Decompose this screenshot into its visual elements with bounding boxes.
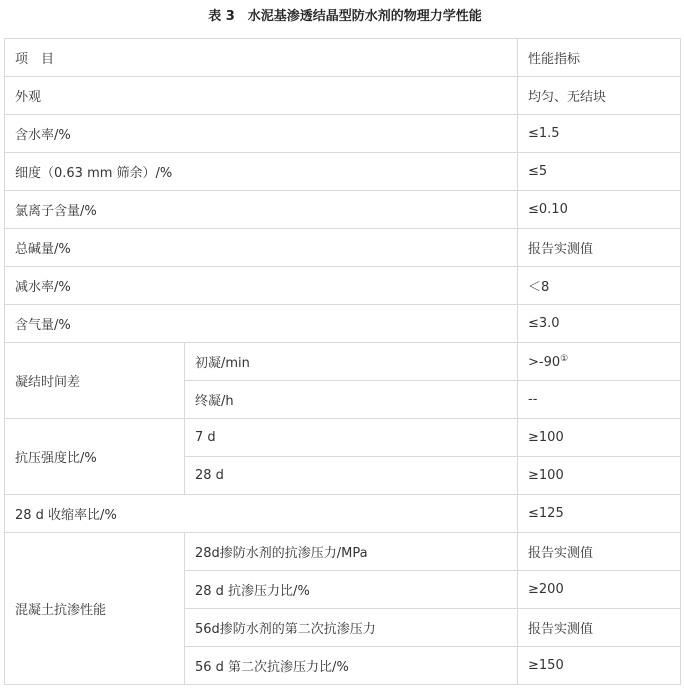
table-row <box>5 191 681 229</box>
table-row <box>5 229 681 267</box>
table-row <box>5 77 681 115</box>
row-label: 氯离子含量/% <box>5 191 518 229</box>
row-value: ≤3.0 <box>518 305 681 343</box>
row-label: 减水率/% <box>5 267 518 305</box>
row-value: ≥150 <box>518 647 681 685</box>
row-value: 均匀、无结块 <box>518 77 681 115</box>
sub-label: 初凝/min <box>185 343 518 381</box>
row-value: ≤0.10 <box>518 191 681 229</box>
row-value: ≤125 <box>518 495 681 533</box>
table-row <box>5 115 681 153</box>
row-value: -- <box>518 381 681 419</box>
row-value: ≥100 <box>518 457 681 495</box>
sub-label: 28 d 抗渗压力比/% <box>185 571 518 609</box>
sub-label: 56d掺防水剂的第二次抗渗压力 <box>185 609 518 647</box>
row-label: 28 d 收缩率比/% <box>5 495 518 533</box>
row-value: 报告实测值 <box>518 229 681 267</box>
table-row <box>5 343 681 381</box>
sub-label: 28d掺防水剂的抗渗压力/MPa <box>185 533 518 571</box>
row-value: ＜8 <box>518 267 681 305</box>
group-label: 抗压强度比/% <box>5 419 185 495</box>
table-row <box>5 153 681 191</box>
table-row <box>5 533 681 571</box>
row-value: ≤5 <box>518 153 681 191</box>
sub-label: 56 d 第二次抗渗压力比/% <box>185 647 518 685</box>
table-row <box>5 267 681 305</box>
row-label: 含水率/% <box>5 115 518 153</box>
row-label: 细度（0.63 mm 筛余）/% <box>5 153 518 191</box>
row-value: ≥200 <box>518 571 681 609</box>
footnote-marker: ① <box>560 353 569 364</box>
table-row <box>5 305 681 343</box>
table-row <box>5 419 681 457</box>
row-label: 含气量/% <box>5 305 518 343</box>
row-value: ≤1.5 <box>518 115 681 153</box>
table-header-row <box>5 39 681 77</box>
group-label: 混凝土抗渗性能 <box>5 533 185 685</box>
sub-label: 7 d <box>185 419 518 457</box>
sub-label: 28 d <box>185 457 518 495</box>
value-text: >-90 <box>528 354 561 370</box>
properties-table <box>4 38 681 685</box>
row-label: 外观 <box>5 77 518 115</box>
group-label: 凝结时间差 <box>5 343 185 419</box>
row-value: 报告实测值 <box>518 609 681 647</box>
header-item: 项 目 <box>5 39 518 77</box>
sub-label: 终凝/h <box>185 381 518 419</box>
table-caption: 表 3 水泥基渗透结晶型防水剂的物理力学性能 <box>208 9 482 24</box>
table-row <box>5 495 681 533</box>
row-label: 总碱量/% <box>5 229 518 267</box>
row-value: 报告实测值 <box>518 533 681 571</box>
header-indicator: 性能指标 <box>518 39 681 77</box>
row-value: ≥100 <box>518 419 681 457</box>
row-value <box>518 343 681 381</box>
